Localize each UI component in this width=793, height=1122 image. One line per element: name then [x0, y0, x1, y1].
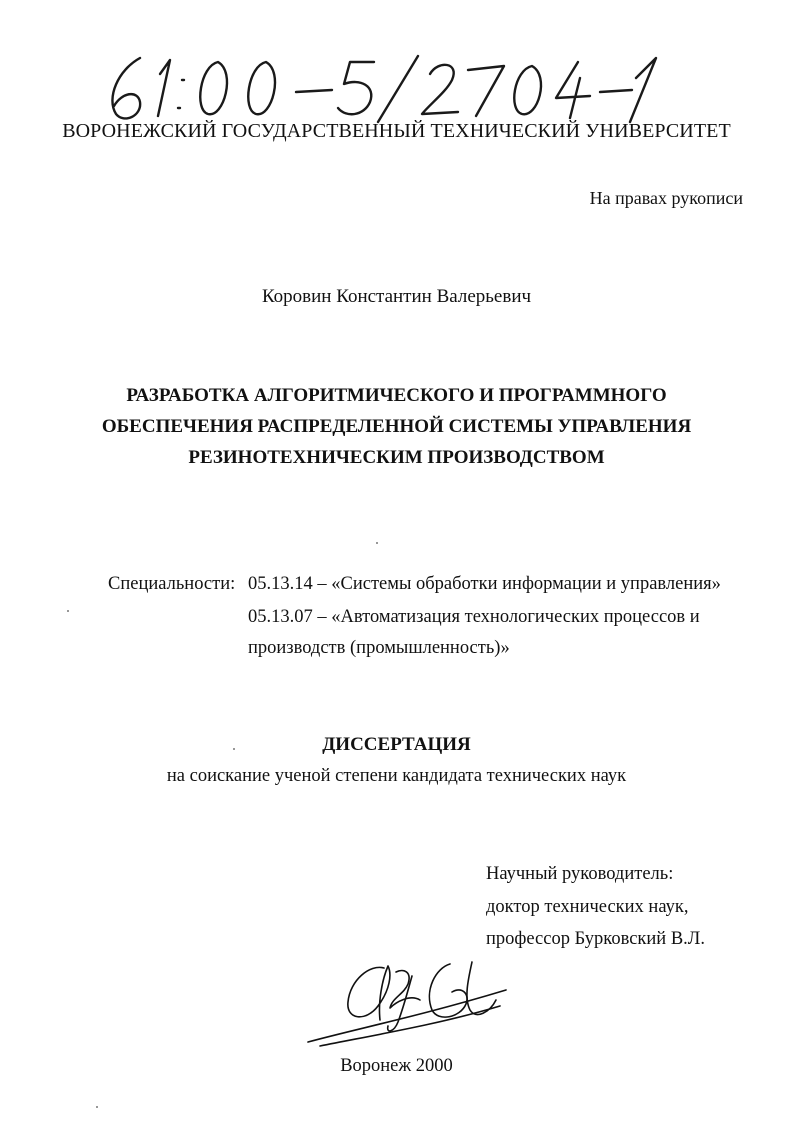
- signature-strokes: [300, 950, 510, 1050]
- university-name: ВОРОНЕЖСКИЙ ГОСУДАРСТВЕННЫЙ ТЕХНИЧЕСКИЙ УНИВЕРСИТЕТ: [62, 120, 731, 142]
- archive-code-pen-strokes: [100, 52, 660, 124]
- signature: [300, 950, 510, 1050]
- supervisor-line: Научный руководитель:: [486, 864, 674, 884]
- dissertation-title: [0, 380, 793, 473]
- scan-speck: [67, 610, 69, 612]
- place-and-year: Воронеж 2000: [340, 1056, 453, 1076]
- specialty-line: 05.13.07 – «Автоматизация технологических процессов и: [248, 607, 700, 627]
- specialties-label: Специальности:: [108, 574, 236, 594]
- specialty-line: производств (промышленность)»: [248, 638, 510, 658]
- scan-speck: [96, 1106, 98, 1108]
- supervisor-line: доктор технических наук,: [486, 897, 689, 917]
- title-line: РЕЗИНОТЕХНИЧЕСКИМ ПРОИЗВОДСТВОМ: [188, 447, 605, 468]
- title-line: ОБЕСПЕЧЕНИЯ РАСПРЕДЕЛЕННОЙ СИСТЕМЫ УПРАВЛЕНИЯ: [101, 416, 692, 437]
- author-name: Коровин Константин Валерьевич: [261, 286, 532, 307]
- document-type: ДИССЕРТАЦИЯ: [322, 734, 471, 755]
- supervisor-line: профессор Бурковский В.Л.: [486, 929, 705, 949]
- degree-statement: на соискание ученой степени кандидата технических наук: [166, 766, 627, 786]
- title-line: РАЗРАБОТКА АЛГОРИТМИЧЕСКОГО И ПРОГРАММНОГО: [126, 385, 667, 406]
- manuscript-rights-note: На правах рукописи: [589, 188, 743, 208]
- specialty-line: 05.13.14 – «Системы обработки информации и управления»: [248, 574, 721, 594]
- scan-speck: [233, 748, 235, 750]
- handwritten-archive-number: [100, 52, 660, 124]
- scan-speck: [376, 542, 378, 544]
